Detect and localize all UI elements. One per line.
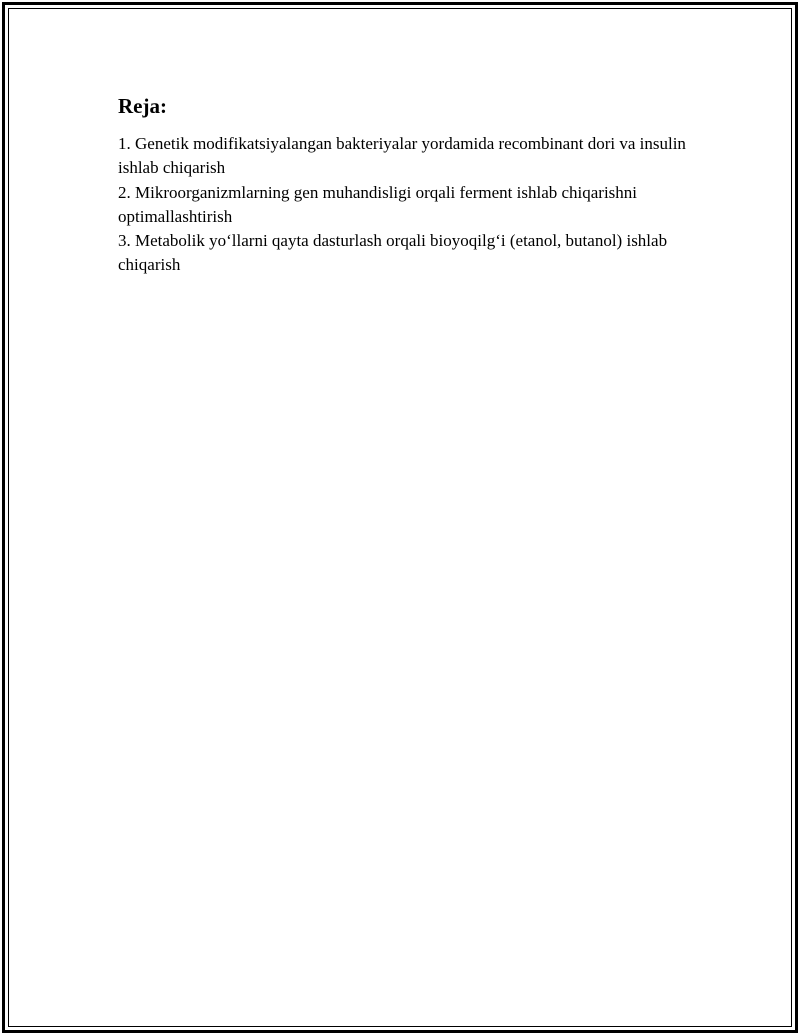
plan-heading: Reja: bbox=[118, 94, 167, 118]
plan-item-2: 2. Mikroorganizmlarning gen muhandisligi orqali ferment ishlab chiqarishni optimallashtirish bbox=[118, 182, 638, 226]
plan-list bbox=[118, 132, 698, 278]
plan-item-3: 3. Metabolik yo‘llarni qayta dasturlash orqali bioyoqilg‘i (etanol, butanol) ishlab chiqarish bbox=[118, 231, 668, 275]
page-content bbox=[118, 94, 698, 278]
plan-item-1: 1. Genetik modifikatsiyalangan bakteriyalar yordamida recombinant dori va insulin ishlab chiqarish bbox=[118, 134, 686, 178]
